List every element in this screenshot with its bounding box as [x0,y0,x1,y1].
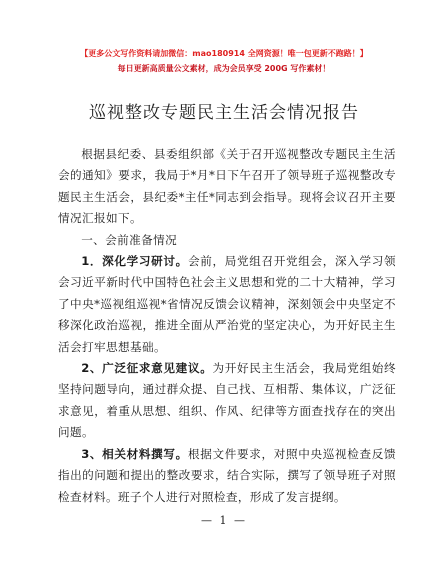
document-title: 巡视整改专题民主生活会情况报告 [89,103,359,123]
item-lead-3: 3、相关材料撰写。 [81,446,188,461]
item-paragraph-1 [58,251,396,358]
item-text-1: 会前，局党组召开党组会，深入学习领会习近平新时代中国特色社会主义思想和党的二十大精神，学习了中央*巡视组巡视*省情况反馈会议精神，深刻领会中央坚定不移深化政治巡视，推进全面从严治党的坚定决心，为开好民主生活会打牢思想基础。 [58,254,396,354]
item-paragraph-2 [58,358,396,444]
item-lead-2: 2、广泛征求意见建议。 [81,361,213,376]
intro-paragraph: 根据县纪委、县委组织部《关于召开巡视整改专题民主生活会的通知》要求，我局于*月*日下午召开了领导班子巡视整改专题民主生活会，县纪委*主任*同志到会指导。现将会议召开主要情况汇报如下。 [58,147,396,226]
item-text-3: 根据文件要求，对照中央巡视检查反馈指出的问题和提出的整改要求，结合实际，撰写了领导班子对照检查材料。班子个人进行对照检查，形成了发言提纲。 [58,446,396,504]
promo-banner-line-1: 【更多公文写作资料请加微信：mao180914 全网资源！唯一包更新不跑路！】 [80,49,368,58]
section-heading: 一、会前准备情况 [81,232,178,247]
promo-banner [0,46,448,76]
page-number: — 1 — [201,514,247,527]
promo-banner-line-2: 每日更新高质量公文素材，成为会员享受 200G 写作素材！ [117,64,331,73]
item-text-2: 为开好民主生活会，我局党组始终坚持问题导向，通过群众提、自己找、互相帮、集体议，广泛征求意见，着重从思想、组织、作风、纪律等方面查找存在的突出问题。 [58,361,396,440]
document-body [58,144,396,508]
item-paragraph-3 [58,444,396,508]
item-lead-1: 1．深化学习研讨。 [81,254,188,269]
